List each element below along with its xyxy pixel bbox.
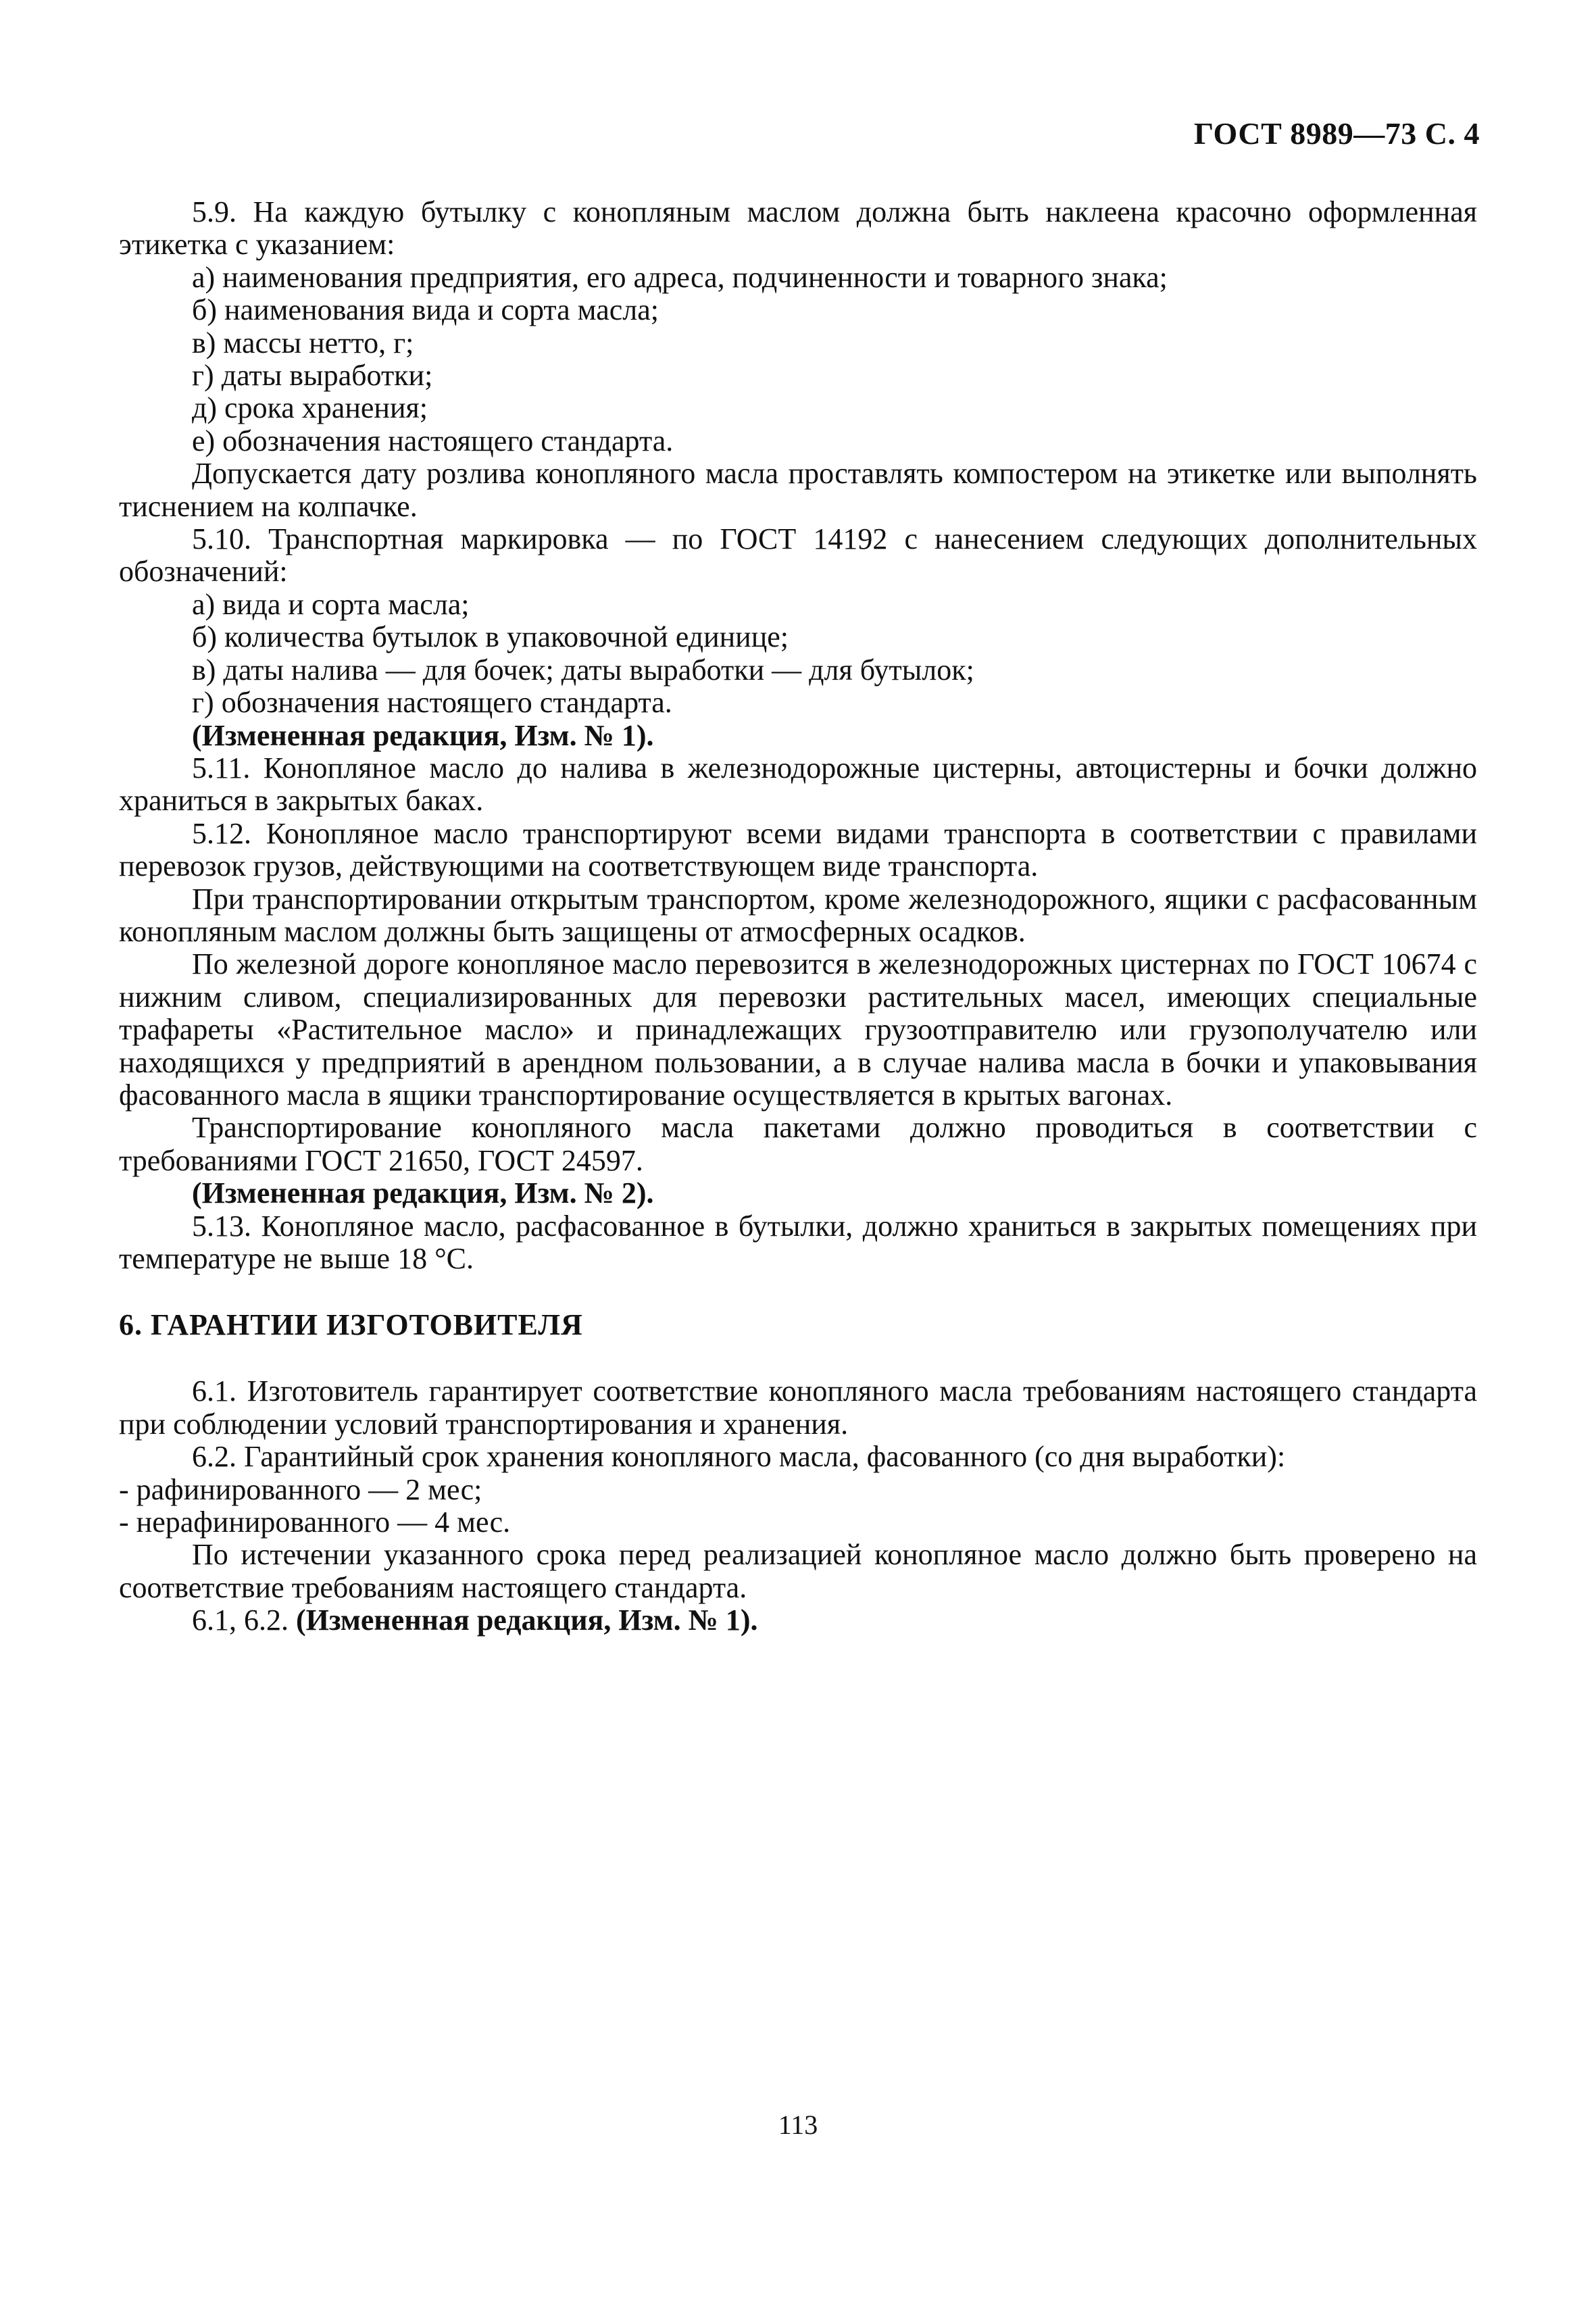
- list-item-5-9-a: а) наименования предприятия, его адреса, подчиненности и товарного знака;: [192, 260, 1168, 294]
- paragraph-5-12-c: По железной дороге конопляное масло перевозится в железнодорожных цистернах по ГОСТ 10674 с нижним сливом, специализированных для перевозки растительных масел, имеющих специальные трафареты «Растительное масло» и принадлежащих грузоотправителю или грузополучателю или находящихся у предприятий в арендном пользовании, а в случае налива масла в бочки и упаковывания фасованного масла в ящики транспортирование осуществляется в крытых вагонах.: [119, 947, 1477, 1112]
- page-header: ГОСТ 8989—73 С. 4: [1193, 116, 1480, 151]
- paragraph-6-1: 6.1. Изготовитель гарантирует соответствие конопляного масла требованиям настоящего стандарта при соблюдении условий транспортирования и хранения.: [119, 1374, 1477, 1441]
- document-body: [119, 196, 1477, 1637]
- list-item-5-9-f: е) обозначения настоящего стандарта.: [192, 424, 674, 457]
- list-item-5-10-c: в) даты налива — для бочек; даты выработки — для бутылок;: [192, 653, 974, 687]
- page-number: 113: [778, 2110, 818, 2140]
- list-item-5-9-c: в) массы нетто, г;: [192, 326, 414, 359]
- paragraph-5-12-b: При транспортировании открытым транспортом, кроме железнодорожного, ящики с расфасованным конопляным маслом должны быть защищены от атмосферных осадков.: [119, 882, 1477, 948]
- revision-note-6-bold: (Измененная редакция, Изм. № 1).: [296, 1603, 758, 1637]
- paragraph-5-12: 5.12. Конопляное масло транспортируют всеми видами транспорта в соответствии с правилами перевозок грузов, действующими на соответствующем виде транспорта.: [119, 816, 1477, 883]
- paragraph-5-12-d: Транспортирование конопляного масла пакетами должно проводиться в соответствии с требованиями ГОСТ 21650, ГОСТ 24597.: [119, 1111, 1477, 1177]
- paragraph-5-13: 5.13. Конопляное масло, расфасованное в бутылки, должно храниться в закрытых помещениях при температуре не выше 18 °С.: [119, 1209, 1477, 1275]
- list-item-6-2-b: - нерафинированного — 4 мес.: [119, 1505, 511, 1539]
- paragraph-5-10: 5.10. Транспортная маркировка — по ГОСТ 14192 с нанесением следующих дополнительных обозначений:: [119, 522, 1477, 589]
- revision-note-6-prefix: 6.1, 6.2.: [192, 1603, 296, 1637]
- paragraph-5-11: 5.11. Конопляное масло до налива в железнодорожные цистерны, автоцистерны и бочки должно храниться в закрытых баках.: [119, 751, 1477, 818]
- list-item-5-10-b: б) количества бутылок в упаковочной единице;: [192, 620, 789, 654]
- revision-note-1: (Измененная редакция, Изм. № 1).: [192, 718, 654, 752]
- revision-note-6: [119, 1604, 1477, 1637]
- revision-note-2: (Измененная редакция, Изм. № 2).: [192, 1176, 654, 1210]
- list-item-5-10-a: а) вида и сорта масла;: [192, 587, 470, 621]
- list-item-6-2-a: - рафинированного — 2 мес;: [119, 1472, 482, 1506]
- list-item-5-9-e: д) срока хранения;: [192, 391, 428, 425]
- paragraph-5-9-note: Допускается дату розлива конопляного масла проставлять компостером на этикетке или выполнять тиснением на колпачке.: [119, 457, 1477, 523]
- section-6-title: 6. ГАРАНТИИ ИЗГОТОВИТЕЛЯ: [119, 1308, 583, 1342]
- paragraph-6-2: 6.2. Гарантийный срок хранения конопляного масла, фасованного (со дня выработки):: [192, 1440, 1286, 1474]
- list-item-5-10-d: г) обозначения настоящего стандарта.: [192, 686, 672, 720]
- paragraph-5-9: 5.9. На каждую бутылку с конопляным маслом должна быть наклеена красочно оформленная этикетка с указанием:: [119, 195, 1477, 262]
- list-item-5-9-b: б) наименования вида и сорта масла;: [192, 293, 659, 327]
- paragraph-6-2-b: По истечении указанного срока перед реализацией конопляное масло должно быть проверено на соответствие требованиям настоящего стандарта.: [119, 1538, 1477, 1604]
- list-item-5-9-d: г) даты выработки;: [192, 359, 433, 393]
